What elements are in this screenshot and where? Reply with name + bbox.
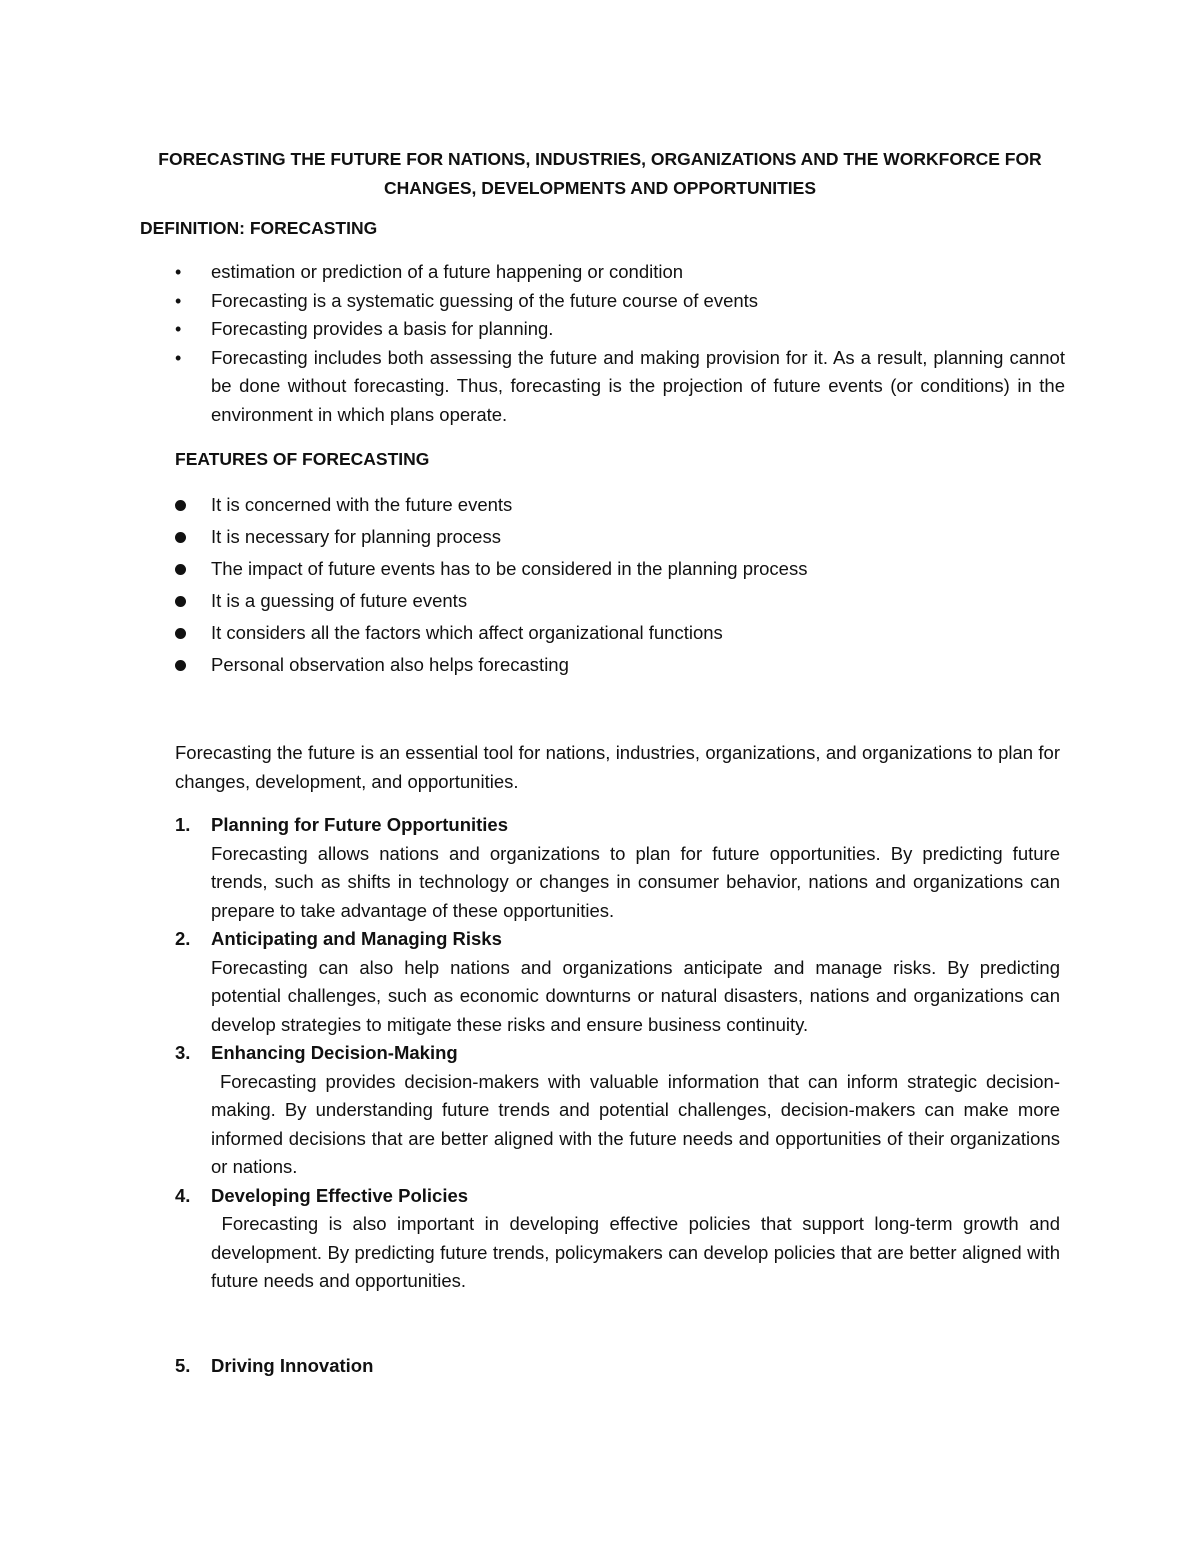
item-title: Enhancing Decision-Making	[211, 1042, 458, 1063]
item-number: 1.	[175, 814, 191, 835]
numbered-item	[140, 1182, 1060, 1296]
numbered-list	[140, 811, 1060, 1296]
list-item-text: The impact of future events has to be considered in the planning process	[211, 558, 808, 579]
numbered-item	[140, 1352, 1060, 1381]
bullet-icon	[175, 500, 186, 511]
list-item	[140, 521, 1065, 553]
intro-paragraph: Forecasting the future is an essential tool for nations, industries, organizations, and organizations to plan for changes, development, and opportunities.	[175, 742, 1060, 792]
item-body: Forecasting is also important in developing effective policies that support long-term growth and development. By predicting future trends, policymakers can develop policies that are better aligned with future needs and opportunities.	[211, 1213, 1060, 1291]
bullet-icon: •	[175, 290, 182, 311]
item-body: Forecasting can also help nations and organizations anticipate and manage risks. By predicting potential challenges, such as economic downturns or natural disasters, nations and organizations can develop strategies to mitigate these risks and ensure business continuity.	[211, 956, 1060, 1035]
numbered-item	[140, 1039, 1060, 1182]
item-body: Forecasting allows nations and organizations to plan for future opportunities. By predicting future trends, such as shifts in technology or changes in consumer behavior, nations and organizations can prepare to take advantage of these opportunities.	[211, 842, 1060, 921]
list-item	[140, 258, 1065, 287]
features-heading: FEATURES OF FORECASTING	[175, 449, 430, 469]
list-item-text: Forecasting provides a basis for planning.	[211, 318, 554, 339]
list-item-text: It is necessary for planning process	[211, 526, 501, 547]
item-number: 2.	[175, 928, 191, 949]
list-item	[140, 489, 1065, 521]
numbered-item	[140, 811, 1060, 925]
item-number: 5.	[175, 1355, 191, 1376]
item-title: Anticipating and Managing Risks	[211, 928, 502, 949]
bullet-icon	[175, 628, 186, 639]
bullet-icon	[175, 564, 186, 575]
list-item-text: It is a guessing of future events	[211, 590, 468, 611]
list-item	[140, 649, 1065, 681]
title-line-2: CHANGES, DEVELOPMENTS AND OPPORTUNITIES	[383, 178, 817, 198]
item-title: Driving Innovation	[211, 1355, 374, 1376]
list-item	[140, 315, 1065, 344]
bullet-icon	[175, 660, 186, 671]
list-item-text: It considers all the factors which affect organizational functions	[211, 622, 723, 643]
bullet-icon	[175, 596, 186, 607]
definition-heading: DEFINITION: FORECASTING	[140, 218, 378, 238]
numbered-list-continued	[140, 1352, 1060, 1381]
list-item-text: Forecasting includes both assessing the future and making provision for it. As a result, planning cannot be done without forecasting. Thus, forecasting is the projection of future events (or conditions) in the environment in which plans operate.	[211, 346, 1065, 425]
list-item	[140, 287, 1065, 316]
item-title: Developing Effective Policies	[211, 1184, 469, 1206]
list-item-text: estimation or prediction of a future happening or condition	[211, 261, 684, 282]
item-number: 4.	[175, 1184, 191, 1206]
definition-list	[140, 258, 1065, 429]
list-item-text: Forecasting is a systematic guessing of the future course of events	[211, 289, 759, 311]
bullet-icon	[175, 532, 186, 543]
features-list	[140, 489, 1065, 681]
item-body: Forecasting provides decision-makers with valuable information that can inform strategic decision-making. By understanding future trends and potential challenges, decision-makers can make more informed decisions that are better aligned with the future needs and opportunities of their organizations or nations.	[211, 1070, 1060, 1177]
numbered-item	[140, 925, 1060, 1039]
bullet-icon: •	[175, 347, 182, 368]
title-line-1: FORECASTING THE FUTURE FOR NATIONS, INDUSTRIES, ORGANIZATIONS AND THE WORKFORCE FOR	[158, 149, 1042, 169]
list-item-text: Personal observation also helps forecasting	[211, 654, 569, 675]
bullet-icon: •	[175, 262, 182, 282]
list-item	[140, 617, 1065, 649]
list-item	[140, 344, 1065, 430]
item-title: Planning for Future Opportunities	[211, 814, 509, 835]
document-title	[140, 145, 1060, 203]
bullet-icon: •	[175, 319, 182, 339]
item-number: 3.	[175, 1042, 191, 1063]
list-item	[140, 553, 1065, 585]
list-item-text: It is concerned with the future events	[211, 494, 513, 515]
list-item	[140, 585, 1065, 617]
